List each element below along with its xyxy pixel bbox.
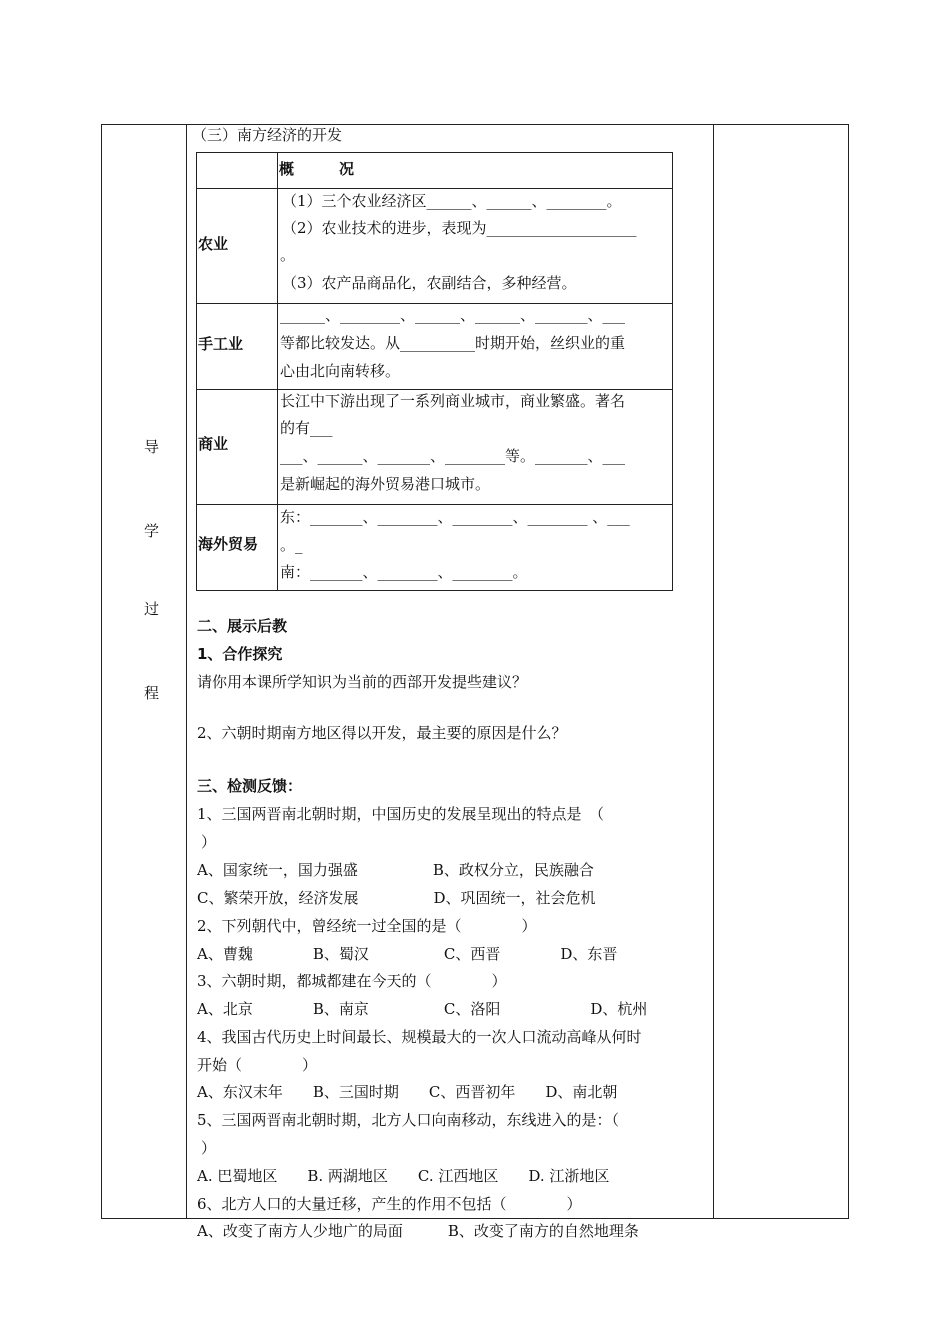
- trade-line-south: 南：_______、________、________。: [280, 563, 528, 581]
- quiz-line-8: A、北京 B、南京 C、洛阳 D、杭州: [197, 1000, 648, 1018]
- handicraft-line-3: 心由北向南转移。: [280, 362, 401, 380]
- agriculture-line-1: （1）三个农业经济区______、______、________。: [282, 192, 622, 210]
- inner-table-row-divider-1: [196, 188, 673, 189]
- quiz-line-6: A、曹魏 B、蜀汉 C、西晋 D、东晋: [197, 945, 618, 963]
- outer-table-right-border: [848, 124, 849, 1219]
- section2-question-1: 请你用本课所学知识为当前的西部开发提些建议？: [197, 673, 528, 691]
- quiz-line-15: 6、北方人口的大量迁移，产生的作用不包括（ ）: [197, 1195, 582, 1213]
- inner-table-right-border: [672, 152, 673, 591]
- inner-table-left-border: [196, 152, 197, 591]
- quiz-line-11: A、东汉末年 B、三国时期 C、西晋初年 D、南北朝: [197, 1083, 618, 1101]
- inner-table-top-border: [196, 152, 673, 153]
- section-title-south-economy: （三）南方经济的开发: [192, 126, 343, 144]
- section2-subtitle: 1、合作探究: [197, 645, 283, 663]
- outer-table-col-divider-1: [186, 124, 187, 1219]
- quiz-line-9: 4、我国古代历史上时间最长、规模最大的一次人口流动高峰从何时: [197, 1028, 642, 1046]
- section2-title: 二、展示后教: [197, 617, 288, 635]
- quiz-line-4: C、繁荣开放，经济发展 D、巩固统一，社会危机: [197, 889, 596, 907]
- side-label-char-1: 导: [144, 438, 160, 456]
- commerce-line-4: 是新崛起的海外贸易港口城市。: [280, 475, 491, 493]
- quiz-line-12: 5、三国两晋南北朝时期，北方人口向南移动，东线进入的是：（: [197, 1111, 620, 1129]
- commerce-line-3: ___、______、_______、________等。_______、___: [280, 447, 626, 465]
- row-label-handicraft: 手工业: [198, 335, 244, 353]
- inner-table-bottom-border: [196, 590, 673, 591]
- side-label-char-2: 学: [144, 522, 160, 540]
- inner-table-row-divider-4: [196, 504, 673, 505]
- section3-title: 三、检测反馈：: [197, 777, 303, 795]
- row-label-overseas-trade: 海外贸易: [198, 535, 259, 553]
- agriculture-line-2: （2）农业技术的进步，表现为____________________: [282, 219, 637, 237]
- row-label-agriculture: 农业: [198, 235, 229, 253]
- trade-line-east: 东：_______、________、________、________ 、___: [280, 508, 630, 526]
- inner-table-row-divider-2: [196, 303, 673, 304]
- quiz-line-1: 1、三国两晋南北朝时期，中国历史的发展呈现出的特点是 （: [197, 805, 605, 823]
- agriculture-line-4: （3）农产品商品化，农副结合，多种经营。: [282, 274, 577, 292]
- quiz-line-16: A、改变了南方人少地广的局面 B、改变了南方的自然地理条: [197, 1222, 639, 1240]
- side-label-char-4: 程: [144, 684, 160, 702]
- inner-table-col-divider: [277, 152, 278, 591]
- agriculture-line-3: 。: [280, 246, 296, 264]
- outer-table-bottom-border: [101, 1218, 849, 1219]
- handicraft-line-2: 等都比较发达。从__________时期开始，丝织业的重: [280, 334, 626, 352]
- commerce-line-1: 长江中下游出现了一系列商业城市，商业繁盛。著名: [280, 392, 626, 410]
- inner-table-row-divider-3: [196, 389, 673, 390]
- handicraft-line-1: ______、________、______、______、_______、___: [280, 306, 626, 324]
- side-label-char-3: 过: [144, 600, 160, 618]
- quiz-line-5: 2、下列朝代中，曾经统一过全国的是（ ）: [197, 917, 537, 935]
- outer-table-col-divider-2: [713, 124, 714, 1219]
- quiz-line-2: ）: [201, 833, 217, 851]
- quiz-line-13: ）: [201, 1139, 217, 1157]
- row-label-commerce: 商业: [198, 435, 229, 453]
- quiz-line-10: 开始（ ）: [197, 1056, 318, 1074]
- quiz-line-7: 3、六朝时期，都城都建在今天的（ ）: [197, 972, 507, 990]
- inner-table-header: 概 况: [279, 160, 355, 178]
- quiz-line-14: A. 巴蜀地区 B. 两湖地区 C. 江西地区 D. 江浙地区: [197, 1167, 610, 1185]
- quiz-line-3: A、国家统一，国力强盛 B、政权分立，民族融合: [197, 861, 594, 879]
- trade-line-continued: 。_: [280, 536, 303, 554]
- commerce-line-2: 的有___: [280, 419, 333, 437]
- outer-table-left-border: [101, 124, 102, 1219]
- section2-question-2: 2、六朝时期南方地区得以开发，最主要的原因是什么？: [197, 724, 567, 742]
